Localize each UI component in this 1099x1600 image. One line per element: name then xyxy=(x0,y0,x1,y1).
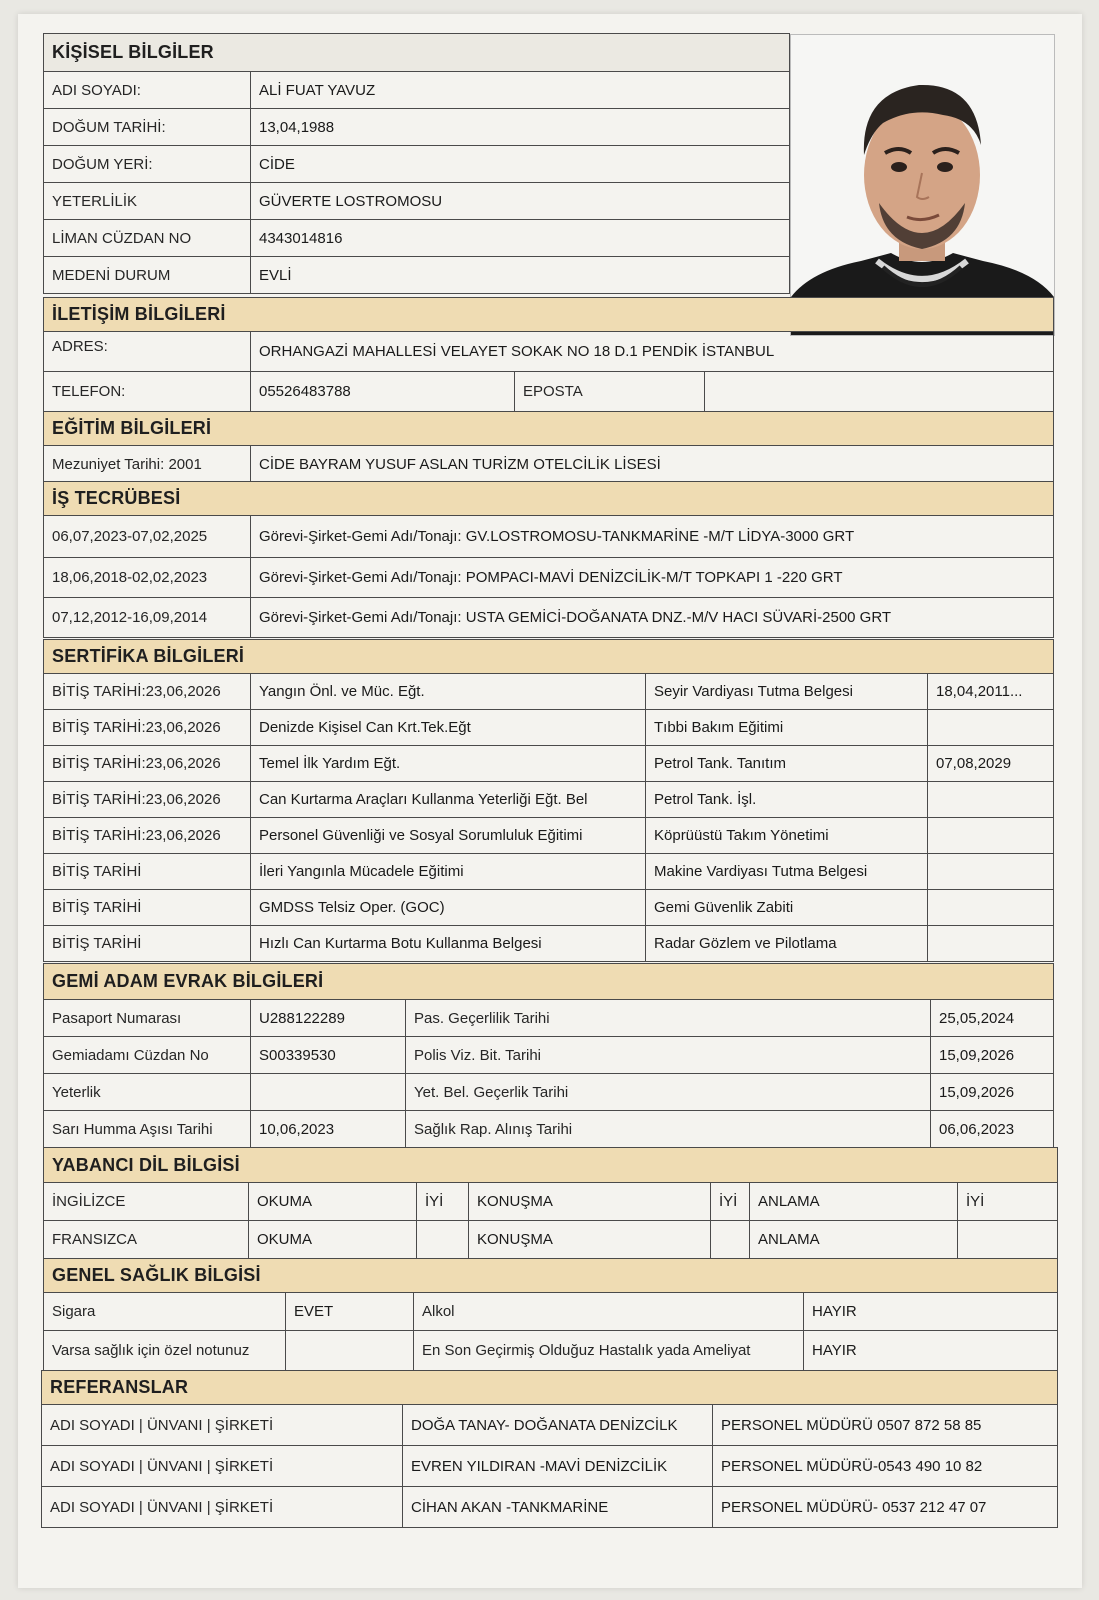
health-table xyxy=(43,1258,1058,1371)
certificates-title: SERTİFİKA BİLGİLERİ xyxy=(44,640,1054,674)
experience-row xyxy=(44,516,1054,558)
certificate-expiry: BİTİŞ TARİHİ xyxy=(44,854,251,890)
seaman-docs-title: GEMİ ADAM EVRAK BİLGİLERİ xyxy=(44,964,1054,1000)
education-title: EĞİTİM BİLGİLERİ xyxy=(44,412,1054,446)
certificate-expiry: BİTİŞ TARİHİ xyxy=(44,890,251,926)
doc-label-2: Polis Viz. Bit. Tarihi xyxy=(406,1037,931,1074)
certificate-name: Hızlı Can Kurtarma Botu Kullanma Belgesi xyxy=(251,926,646,962)
smoking-label: Sigara xyxy=(44,1293,286,1331)
certificate-row xyxy=(44,746,1054,782)
personal-table xyxy=(43,33,790,294)
certificate-date-2: 07,08,2029 xyxy=(928,746,1054,782)
language-name: FRANSIZCA xyxy=(44,1221,249,1259)
certificate-expiry: BİTİŞ TARİHİ:23,06,2026 xyxy=(44,818,251,854)
understand-level: İYİ xyxy=(958,1183,1058,1221)
education-table xyxy=(43,411,1054,484)
personal-row xyxy=(44,146,790,183)
health-title: GENEL SAĞLIK BİLGİSİ xyxy=(44,1259,1058,1293)
doc-value: U288122289 xyxy=(251,1000,406,1037)
certificate-date-2 xyxy=(928,890,1054,926)
reference-name: EVREN YILDIRAN -MAVİ DENİZCİLİK xyxy=(403,1446,713,1487)
profile-photo xyxy=(790,34,1055,336)
doc-row xyxy=(44,1111,1054,1148)
personal-label: LİMAN CÜZDAN NO xyxy=(44,220,251,257)
personal-label: DOĞUM YERİ: xyxy=(44,146,251,183)
personal-row xyxy=(44,183,790,220)
experience-detail: Görevi-Şirket-Gemi Adı/Tonajı: USTA GEMİCİ-DOĞANATA DNZ.-M/V HACI SÜVARİ-2500 GRT xyxy=(251,598,1054,638)
personal-row xyxy=(44,109,790,146)
doc-row xyxy=(44,1074,1054,1111)
doc-label: Sarı Humma Aşısı Tarihi xyxy=(44,1111,251,1148)
graduation-date: Mezuniyet Tarihi: 2001 xyxy=(44,446,251,484)
personal-value: 4343014816 xyxy=(251,220,790,257)
certificate-date-2 xyxy=(928,782,1054,818)
experience-table xyxy=(43,481,1054,638)
language-name: İNGİLİZCE xyxy=(44,1183,249,1221)
read-level xyxy=(417,1221,469,1259)
doc-value-2: 15,09,2026 xyxy=(931,1037,1054,1074)
phone-label: TELEFON: xyxy=(44,372,251,412)
doc-label-2: Yet. Bel. Geçerlik Tarihi xyxy=(406,1074,931,1111)
reference-contact: PERSONEL MÜDÜRÜ- 0537 212 47 07 xyxy=(713,1487,1058,1528)
personal-row xyxy=(44,220,790,257)
reference-name: CİHAN AKAN -TANKMARİNE xyxy=(403,1487,713,1528)
languages-table xyxy=(43,1147,1058,1259)
certificate-expiry: BİTİŞ TARİHİ:23,06,2026 xyxy=(44,674,251,710)
doc-label-2: Pas. Geçerlilik Tarihi xyxy=(406,1000,931,1037)
reference-label: ADI SOYADI | ÜNVANI | ŞİRKETİ xyxy=(42,1405,403,1446)
doc-label: Yeterlik xyxy=(44,1074,251,1111)
reference-row xyxy=(42,1487,1058,1528)
certificate-name-2: Tıbbi Bakım Eğitimi xyxy=(646,710,928,746)
illness-label: En Son Geçirmiş Olduğuz Hastalık yada Ameliyat xyxy=(414,1331,804,1371)
read-label: OKUMA xyxy=(249,1221,417,1259)
languages-title: YABANCI DİL BİLGİSİ xyxy=(44,1148,1058,1183)
read-level: İYİ xyxy=(417,1183,469,1221)
certificate-row xyxy=(44,782,1054,818)
experience-detail: Görevi-Şirket-Gemi Adı/Tonajı: GV.LOSTROMOSU-TANKMARİNE -M/T LİDYA-3000 GRT xyxy=(251,516,1054,558)
certificate-name: Denizde Kişisel Can Krt.Tek.Eğt xyxy=(251,710,646,746)
personal-row xyxy=(44,257,790,294)
certificate-date-2: 18,04,2011... xyxy=(928,674,1054,710)
alcohol-value: HAYIR xyxy=(804,1293,1058,1331)
understand-label: ANLAMA xyxy=(750,1221,958,1259)
read-label: OKUMA xyxy=(249,1183,417,1221)
personal-value: CİDE xyxy=(251,146,790,183)
certificate-name: Personel Güvenliği ve Sosyal Sorumluluk Eğitimi xyxy=(251,818,646,854)
doc-row xyxy=(44,1037,1054,1074)
certificate-name-2: Makine Vardiyası Tutma Belgesi xyxy=(646,854,928,890)
reference-contact: PERSONEL MÜDÜRÜ 0507 872 58 85 xyxy=(713,1405,1058,1446)
understand-level xyxy=(958,1221,1058,1259)
certificate-expiry: BİTİŞ TARİHİ:23,06,2026 xyxy=(44,746,251,782)
speak-level: İYİ xyxy=(711,1183,750,1221)
certificate-name: Can Kurtarma Araçları Kullanma Yeterliği Eğt. Bel xyxy=(251,782,646,818)
personal-row xyxy=(44,72,790,109)
reference-row xyxy=(42,1446,1058,1487)
alcohol-label: Alkol xyxy=(414,1293,804,1331)
address-value: ORHANGAZİ MAHALLESİ VELAYET SOKAK NO 18 D.1 PENDİK İSTANBUL xyxy=(251,332,1054,372)
experience-row xyxy=(44,558,1054,598)
address-label: ADRES: xyxy=(44,332,251,372)
experience-dates: 06,07,2023-07,02,2025 xyxy=(44,516,251,558)
experience-dates: 18,06,2018-02,02,2023 xyxy=(44,558,251,598)
references-title: REFERANSLAR xyxy=(42,1371,1058,1405)
certificate-expiry: BİTİŞ TARİHİ:23,06,2026 xyxy=(44,782,251,818)
personal-title: KİŞİSEL BİLGİLER xyxy=(44,34,790,72)
email-value xyxy=(705,372,1054,412)
illness-value: HAYIR xyxy=(804,1331,1058,1371)
certificate-name-2: Radar Gözlem ve Pilotlama xyxy=(646,926,928,962)
language-row xyxy=(44,1221,1058,1259)
smoking-value: EVET xyxy=(286,1293,414,1331)
speak-label: KONUŞMA xyxy=(469,1183,711,1221)
certificate-name-2: Seyir Vardiyası Tutma Belgesi xyxy=(646,674,928,710)
doc-label: Pasaport Numarası xyxy=(44,1000,251,1037)
experience-row xyxy=(44,598,1054,638)
certificate-name: Yangın Önl. ve Müc. Eğt. xyxy=(251,674,646,710)
certificate-name: İleri Yangınla Mücadele Eğitimi xyxy=(251,854,646,890)
doc-value-2: 15,09,2026 xyxy=(931,1074,1054,1111)
doc-value xyxy=(251,1074,406,1111)
reference-contact: PERSONEL MÜDÜRÜ-0543 490 10 82 xyxy=(713,1446,1058,1487)
school-name: CİDE BAYRAM YUSUF ASLAN TURİZM OTELCİLİK LİSESİ xyxy=(251,446,1054,484)
certificate-row xyxy=(44,854,1054,890)
speak-level xyxy=(711,1221,750,1259)
certificate-date-2 xyxy=(928,710,1054,746)
doc-label-2: Sağlık Rap. Alınış Tarihi xyxy=(406,1111,931,1148)
personal-label: DOĞUM TARİHİ: xyxy=(44,109,251,146)
email-label: EPOSTA xyxy=(515,372,705,412)
certificate-expiry: BİTİŞ TARİHİ xyxy=(44,926,251,962)
certificate-name-2: Gemi Güvenlik Zabiti xyxy=(646,890,928,926)
reference-label: ADI SOYADI | ÜNVANI | ŞİRKETİ xyxy=(42,1446,403,1487)
health-note-value xyxy=(286,1331,414,1371)
person-portrait-icon xyxy=(791,35,1054,335)
reference-name: DOĞA TANAY- DOĞANATA DENİZCİLK xyxy=(403,1405,713,1446)
certificate-date-2 xyxy=(928,926,1054,962)
personal-value: ALİ FUAT YAVUZ xyxy=(251,72,790,109)
certificate-row xyxy=(44,818,1054,854)
certificate-name-2: Köprüüstü Takım Yönetimi xyxy=(646,818,928,854)
personal-value: 13,04,1988 xyxy=(251,109,790,146)
understand-label: ANLAMA xyxy=(750,1183,958,1221)
personal-label: MEDENİ DURUM xyxy=(44,257,251,294)
certificate-date-2 xyxy=(928,854,1054,890)
doc-value-2: 06,06,2023 xyxy=(931,1111,1054,1148)
personal-label: YETERLİLİK xyxy=(44,183,251,220)
doc-row xyxy=(44,1000,1054,1037)
doc-label: Gemiadamı Cüzdan No xyxy=(44,1037,251,1074)
certificate-name-2: Petrol Tank. Tanıtım xyxy=(646,746,928,782)
certificate-name-2: Petrol Tank. İşl. xyxy=(646,782,928,818)
experience-dates: 07,12,2012-16,09,2014 xyxy=(44,598,251,638)
experience-title: İŞ TECRÜBESİ xyxy=(44,482,1054,516)
certificate-name: GMDSS Telsiz Oper. (GOC) xyxy=(251,890,646,926)
doc-value-2: 25,05,2024 xyxy=(931,1000,1054,1037)
certificate-date-2 xyxy=(928,818,1054,854)
seaman-docs-table xyxy=(43,963,1054,1148)
contact-title: İLETİŞİM BİLGİLERİ xyxy=(44,298,1054,332)
certificate-name: Temel İlk Yardım Eğt. xyxy=(251,746,646,782)
certificate-row xyxy=(44,890,1054,926)
reference-label: ADI SOYADI | ÜNVANI | ŞİRKETİ xyxy=(42,1487,403,1528)
reference-row xyxy=(42,1405,1058,1446)
contact-table xyxy=(43,297,1054,412)
certificate-row xyxy=(44,674,1054,710)
doc-value: 10,06,2023 xyxy=(251,1111,406,1148)
experience-detail: Görevi-Şirket-Gemi Adı/Tonajı: POMPACI-MAVİ DENİZCİLİK-M/T TOPKAPI 1 -220 GRT xyxy=(251,558,1054,598)
phone-value: 05526483788 xyxy=(251,372,515,412)
certificate-expiry: BİTİŞ TARİHİ:23,06,2026 xyxy=(44,710,251,746)
certificate-row xyxy=(44,710,1054,746)
references-table xyxy=(41,1370,1058,1528)
personal-value: GÜVERTE LOSTROMOSU xyxy=(251,183,790,220)
certificates-table xyxy=(43,639,1054,962)
doc-value: S00339530 xyxy=(251,1037,406,1074)
personal-label: ADI SOYADI: xyxy=(44,72,251,109)
personal-value: EVLİ xyxy=(251,257,790,294)
certificate-row xyxy=(44,926,1054,962)
health-note-label: Varsa sağlık için özel notunuz xyxy=(44,1331,286,1371)
speak-label: KONUŞMA xyxy=(469,1221,711,1259)
language-row xyxy=(44,1183,1058,1221)
